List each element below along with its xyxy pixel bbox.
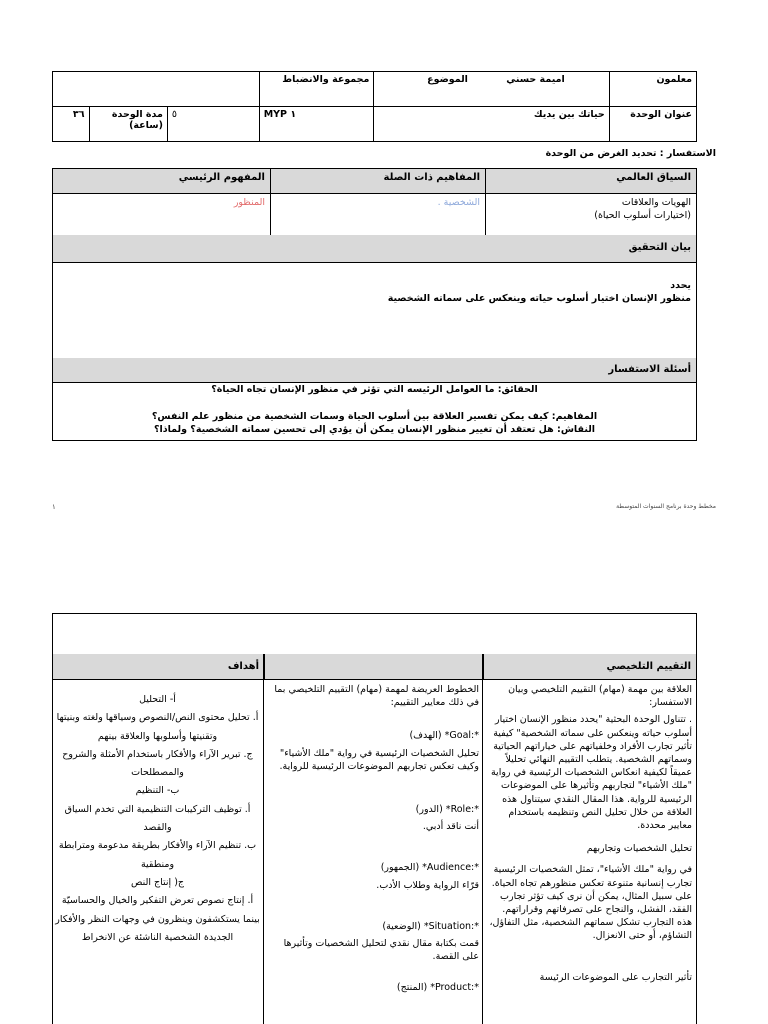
unit-info-table xyxy=(52,71,697,142)
grasps-column xyxy=(264,681,483,1024)
inquiry-title: الاستفسار : تحديد الغرض من الوحدة xyxy=(545,148,716,159)
unit-title-label: عنوان الوحدة xyxy=(609,107,696,142)
objective-b1: أ. توظيف التركيبات التنظيمية التي تخدم السياق والقصد xyxy=(64,803,251,834)
questions-header: أسئلة الاستفسار xyxy=(53,358,696,382)
audience-label: *:Audience* (الجمهور) xyxy=(380,862,479,874)
global-context: الهويات والعلاقات (اختيارات أسلوب الحياة) xyxy=(485,193,696,235)
global-context-header: السياق العالمي xyxy=(485,169,696,193)
question-debatable: النقاش: هل تعتقد أن تغيير منظور الإنسان يمكن أن يؤدي إلى تحسين سماته الشخصية؟ ولماذا؟ xyxy=(153,424,596,435)
duration-label: مدة الوحدة (ساعة) xyxy=(89,107,167,142)
grasps-intro: الخطوط العريضة لمهمة (مهام) التقييم التلخيصي بما في ذلك معايير التقييم: xyxy=(274,684,479,709)
objective-c: ج( إنتاج النص xyxy=(130,876,185,888)
question-factual: الحقائق: ما العوامل الرئيسه التي تؤثر في منظور الإنسان تجاه الحياة؟ xyxy=(211,384,538,395)
unit-title: حياتك بين يديك xyxy=(374,107,609,142)
key-concept: المنظور xyxy=(233,197,265,208)
situation-text: قمت بكتابة مقال نقدي لتحليل الشخصيات وتأثيرها على القصة. xyxy=(283,938,479,963)
inquiry-box xyxy=(52,168,697,441)
teacher-name: اميمة حسني الموضوع xyxy=(374,72,609,107)
question-conceptual: المفاهيم: كيف يمكن تفسير العلاقة بين أسلوب الحياة وسمات الشخصية من منظور علم النفس؟ xyxy=(151,411,598,422)
objectives-column xyxy=(51,681,264,1024)
summative-column xyxy=(483,681,696,1024)
page-number: ١ xyxy=(52,503,56,511)
statement-header: بيان التحقيق xyxy=(53,235,696,262)
grade: ٥ xyxy=(167,107,259,142)
key-concept-header: المفهوم الرئيسي xyxy=(178,172,265,183)
role-label: *:Role* (الدور) xyxy=(415,804,479,816)
group-value xyxy=(53,72,260,107)
summative-header: التقييم التلخيصي xyxy=(483,654,696,679)
related-concepts-header: المفاهيم ذات الصلة xyxy=(270,169,485,193)
myp-year: MYP ١ xyxy=(259,107,374,142)
objective-a: أ- التحليل xyxy=(139,694,176,705)
duration-value: ٣٦ xyxy=(53,107,90,142)
footer-doc-name: مخطط وحدة برنامج السنوات المتوسطة xyxy=(616,503,716,510)
objectives-header: أهداف xyxy=(227,661,259,672)
concepts-row xyxy=(53,193,696,235)
group-label: مجموعة والانضباط xyxy=(259,72,374,107)
relation-body: . تتناول الوحدة البحثية "يحدد منظور الإنسان اختيار أسلوب حياته وينعكس على سماته الشخصية" كيفية تأثير تجارب الأفراد وخلفياتهم على خياراتهم الحياتية وسماتهم الشخصية. يتطلب التقييم النهائي تحليلاً عميقاً لكيفية انعكاس الشخصيات الرئيسية في رواية "ملك الأشياء" لتجاربهم وتأثيرها على الموضوعات الرئيسية للرواية. هذا المقال النقدي سيتناول هذه العلاقة من خلال تحليل النص وتنظيمه باستخدام معايير محددة. xyxy=(490,714,692,832)
objective-c1: أ. إنتاج نصوص تعرض التفكير والخيال والحساسيّة بينما يستكشفون وينظرون في وجهات النظر والأفكار الجديدة الشخصية الناشئة عن الانخراط xyxy=(55,895,260,943)
assessment-header-row xyxy=(53,654,696,679)
goal-label: *:Goal* (الهدف) xyxy=(409,730,479,742)
teacher-label: معلمون xyxy=(609,72,696,107)
assessment-box xyxy=(52,613,697,1024)
product-label: *:Product* (المنتج) xyxy=(396,982,479,994)
experiences-title: تأثير التجارب على الموضوعات الرئيسة xyxy=(539,971,692,983)
concepts-header-row xyxy=(53,169,696,193)
situation-label: *:Situation* (الوضعية) xyxy=(382,920,479,932)
audience-text: قرّاء الرواية وطلاب الأدب. xyxy=(376,879,479,891)
role-text: أنت ناقد أدبي. xyxy=(422,821,479,833)
related-concept: الشخصية . xyxy=(270,193,485,235)
objective-a3: ج. تبرير الآراء والأفكار باستخدام الأمثلة والشروح والمصطلحات xyxy=(62,748,253,779)
questions xyxy=(53,383,696,436)
objective-b: ب- التنظيم xyxy=(135,785,180,797)
objective-b2: ب. تنظيم الآراء والأفكار بطريقة مدعومة ومترابطة ومنطقية xyxy=(58,840,257,870)
analysis-body: في رواية "ملك الأشياء"، تمثل الشخصيات الرئيسية تجارب إنسانية متنوعة تعكس منظورهم تجاه الحياة. على سبيل المثال، يمكن أن نرى كيف تؤثر تجارب الفقد، الفشل، والنجاح على تصرفاتهم وقراراتهم. هذه التجارب تشكل سماتهم الشخصية، مثل التفاؤل، التشاؤم، أو حتى الانعزال. xyxy=(489,864,692,942)
grasps-header xyxy=(264,654,483,679)
objective-a1: أ. تحليل محتوى النص/النصوص وسياقها ولغته وبنيتها وتقنيتها وأسلوبها والعلاقة بينهم xyxy=(56,712,259,742)
analysis-title: تحليل الشخصيات وتجاربهم xyxy=(586,843,692,855)
statement-of-inquiry: يحدد منظور الإنسان اختيار أسلوب حياته وينعكس على سماته الشخصية xyxy=(387,280,691,304)
goal-text: تحليل الشخصيات الرئيسية في رواية "ملك الأشياء" وكيف تعكس تجاربهم الموضوعات الرئيسية للرواية. xyxy=(279,747,479,772)
relation-title: العلاقة بين مهمة (مهام) التقييم التلخيصي وبيان الاستفسار: xyxy=(508,684,692,709)
